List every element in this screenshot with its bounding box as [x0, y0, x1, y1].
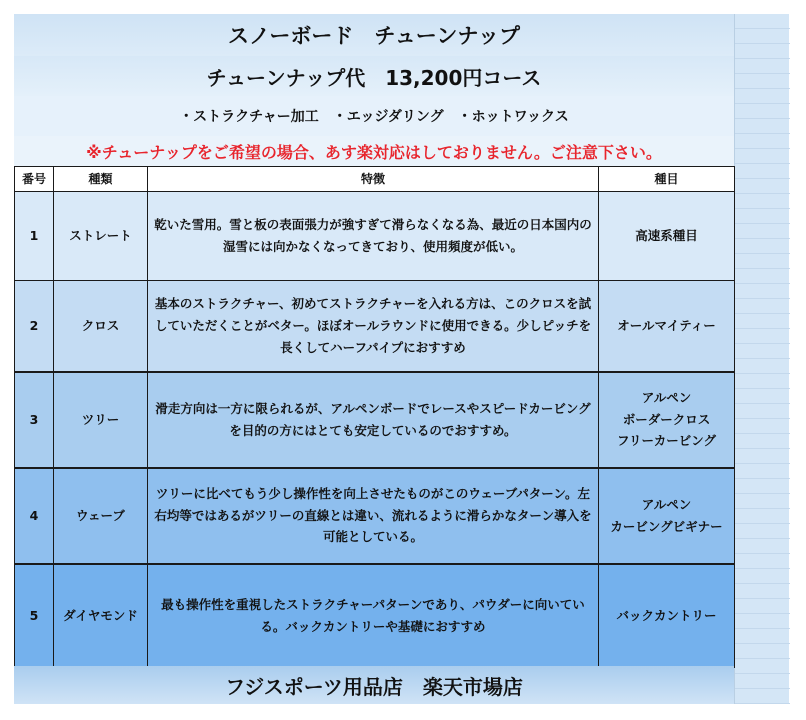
row-type: ツリー: [54, 372, 148, 468]
event-line: 高速系種目: [635, 228, 698, 244]
table-row: [15, 281, 735, 372]
header-type: 種類: [54, 167, 148, 192]
header-feature: 特徴: [148, 167, 599, 192]
row-event: [599, 281, 735, 372]
header-number: 番号: [15, 167, 54, 192]
row-type: ダイヤモンド: [54, 564, 148, 668]
service-list: ・ストラクチャー加工 ・エッジダリング ・ホットワックス: [14, 96, 734, 137]
row-number: 4: [15, 468, 54, 564]
row-type: ストレート: [54, 192, 148, 281]
row-feature: ツリーに比べてもう少し操作性を向上させたものがこのウェーブパターン。左右均等ではあるがツリーの直線とは違い、流れるように滑らかなターン導入を可能としている。: [148, 468, 599, 564]
event-line: アルペン: [641, 389, 692, 405]
table-row: [15, 468, 735, 564]
table-row: [15, 564, 735, 668]
event-line: ボーダークロス: [622, 411, 711, 427]
row-event: [599, 372, 735, 468]
event-line: バックカントリー: [616, 607, 717, 623]
row-event: [599, 192, 735, 281]
spreadsheet-grid-column: [734, 14, 790, 704]
spreadsheet-sheet: [14, 14, 789, 704]
table-row: [15, 372, 735, 468]
row-feature: 基本のストラクチャー、初めてストラクチャーを入れる方は、このクロスを試していただくことがベター。ほぼオールラウンドに使用できる。少しピッチを長くしてハーフパイプにおすすめ: [148, 281, 599, 372]
header-event: 種目: [599, 167, 735, 192]
row-event: [599, 564, 735, 668]
row-event: [599, 468, 735, 564]
table-row: [15, 192, 735, 281]
row-number: 2: [15, 281, 54, 372]
structure-table: [14, 166, 735, 668]
event-line: オールマイティー: [617, 317, 716, 333]
course-price: チューンナップ代 13,200円コース: [14, 56, 734, 97]
event-line: カービングビギナー: [610, 518, 723, 534]
row-type: ウェーブ: [54, 468, 148, 564]
event-line: フリーカービング: [616, 433, 716, 449]
row-feature: 乾いた雪用。雪と板の表面張力が強すぎて滑らなくなる為、最近の日本国内の湿雪には向かなくなってきており、使用頻度が低い。: [148, 192, 599, 281]
table-header-row: [15, 167, 735, 192]
event-line: アルペン: [641, 496, 692, 512]
row-feature: 滑走方向は一方に限られるが、アルペンボードでレースやスピードカービングを目的の方にはとても安定しているのでおすすめ。: [148, 372, 599, 468]
row-number: 1: [15, 192, 54, 281]
row-type: クロス: [54, 281, 148, 372]
page-title: スノーボード チューンナップ: [14, 14, 734, 57]
row-feature: 最も操作性を重視したストラクチャーパターンであり、パウダーに向いている。バックカントリーや基礎におすすめ: [148, 564, 599, 668]
store-footer: フジスポーツ用品店 楽天市場店: [14, 666, 734, 704]
notice-text: ※チューナップをご希望の場合、あす楽対応はしておりません。ご注意下さい。: [14, 136, 734, 166]
row-number: 5: [15, 564, 54, 668]
row-number: 3: [15, 372, 54, 468]
